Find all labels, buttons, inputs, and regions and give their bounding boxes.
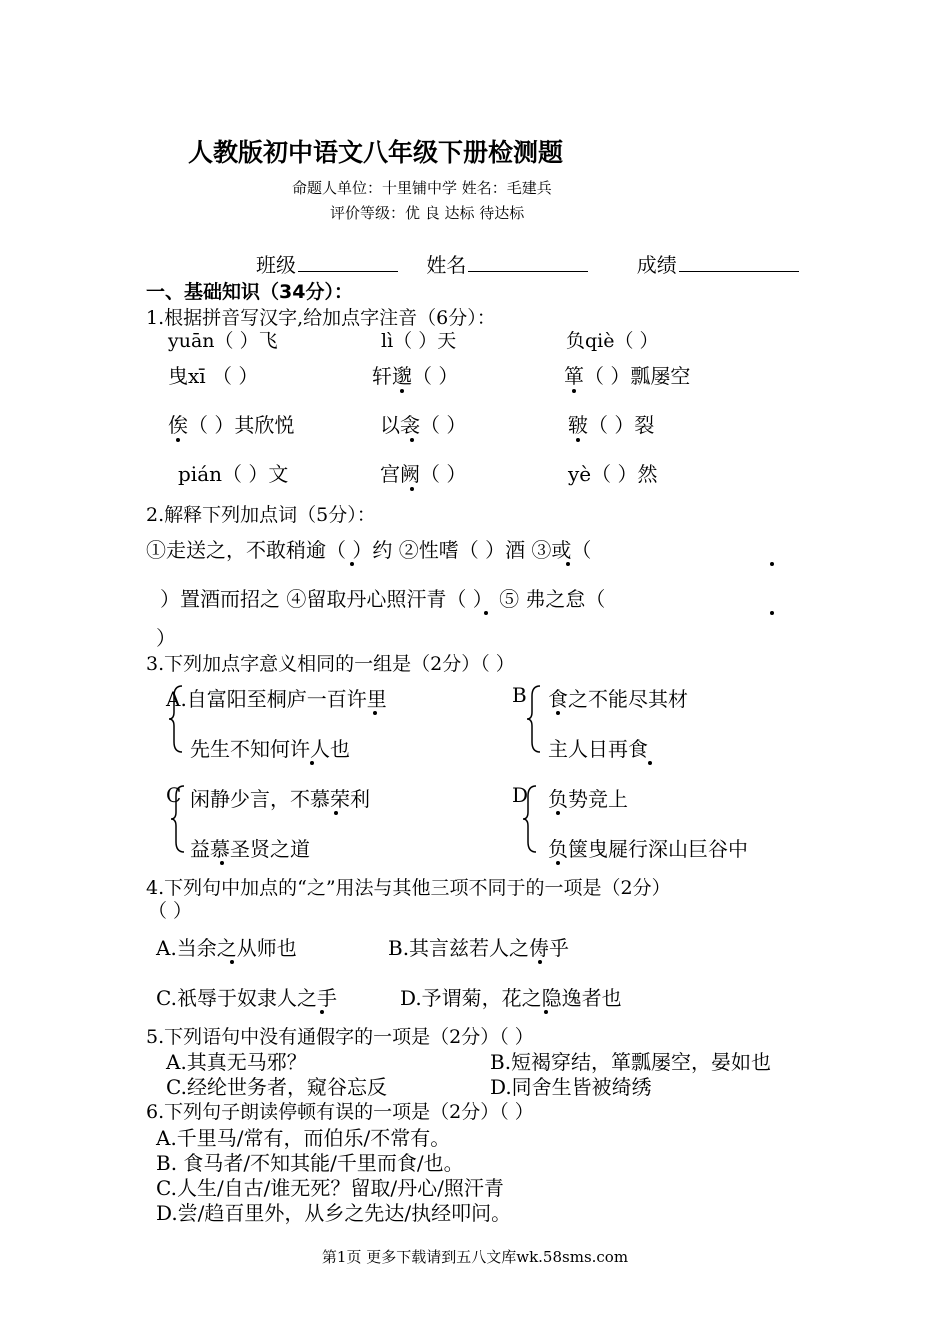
q5-option-c: C.经纶世务者，窥谷忘反	[166, 1075, 387, 1099]
emphasis-dot	[410, 487, 414, 491]
emphasis-dot	[770, 562, 774, 566]
q3-option-c-label: C	[166, 783, 182, 807]
emphasis-dot	[556, 811, 560, 815]
emphasis-dot	[334, 811, 338, 815]
q4-stem: 4.下列句中加点的“之”用法与其他三项不同于的一项是（2分）	[146, 877, 671, 899]
score-label: 成绩	[636, 253, 677, 277]
q1-item: 皲（ ）裂	[568, 413, 655, 437]
q3-option-d: 负势竞上	[548, 787, 628, 811]
q4-option-c: C.祇辱于奴隶人之手	[156, 986, 337, 1010]
q1-item: yuān（ ）飞	[168, 330, 278, 352]
q6-option-c: C.人生/自古/谁无死？留取/丹心/照汗青	[156, 1176, 504, 1200]
emphasis-dot	[566, 562, 570, 566]
class-blank[interactable]	[298, 251, 398, 272]
q6-option-a: A.千里马/常有，而伯乐/不常有。	[156, 1126, 451, 1150]
emphasis-dot	[320, 1010, 324, 1014]
name-label: 姓名	[426, 253, 467, 277]
q3-option-d: 负箧曳屣行深山巨谷中	[548, 837, 748, 861]
emphasis-dot	[400, 389, 404, 393]
q3-option-a: A.自富阳至桐庐一百许里	[166, 687, 387, 711]
score-blank[interactable]	[679, 251, 799, 272]
q6-option-b: B. 食马者/不知其能/千里而食/也。	[156, 1151, 464, 1175]
emphasis-dot	[350, 562, 354, 566]
emphasis-dot	[373, 711, 377, 715]
q4-option-b: B.其言兹若人之俦乎	[388, 936, 570, 960]
q1-item: 轩邈（ ）	[372, 364, 459, 388]
q6-stem: 6.下列句子朗读停顿有误的一项是（2分）（ ）	[146, 1101, 534, 1123]
emphasis-dot	[410, 438, 414, 442]
page-title: 人教版初中语文八年级下册检测题	[188, 138, 564, 167]
q3-option-d-label: D	[512, 783, 529, 807]
emphasis-dot	[176, 438, 180, 442]
q1-item: 以衾（ ）	[380, 413, 467, 437]
q3-option-b: 食之不能尽其材	[548, 687, 688, 711]
q4-answer-blank[interactable]: （ ）	[148, 900, 193, 922]
q1-stem: 1.根据拼音写汉字,给加点字注音（6分）：	[146, 307, 496, 329]
brace-icon	[170, 784, 188, 854]
emphasis-dot	[544, 1010, 548, 1014]
emphasis-dot	[556, 861, 560, 865]
q1-item: 俟（ ）其欣悦	[168, 413, 295, 437]
q3-option-b: 主人日再食	[548, 737, 648, 761]
q4-option-a: A.当余之从师也	[156, 936, 297, 960]
q3-option-c: 益慕圣贤之道	[190, 837, 310, 861]
q1-item: pián（ ）文	[178, 462, 289, 486]
q2-line: ）置酒而招之 ④留取丹心照汗青（ ） ⑤ 弗之怠（	[160, 587, 606, 611]
q1-item: yè（ ）然	[568, 462, 658, 486]
emphasis-dot	[484, 611, 488, 615]
brace-icon	[522, 784, 540, 854]
emphasis-dot	[556, 711, 560, 715]
q2-stem: 2.解释下列加点词（5分）：	[146, 504, 376, 526]
q2-line: ①走送之，不敢稍逾（ ）约 ②性嗜（ ）酒 ③或（	[146, 538, 592, 562]
q3-option-a: 先生不知何许人也	[190, 737, 350, 761]
q1-item: 负qiè（ ）	[566, 330, 659, 352]
q4-option-d: D.予谓菊，花之隐逸者也	[400, 986, 622, 1010]
q6-option-d: D.尝/趋百里外，从乡之先达/执经叩问。	[156, 1201, 512, 1225]
emphasis-dot	[538, 960, 542, 964]
page-footer: 第1页 更多下载请到五八文库wk.58sms.com	[321, 1248, 629, 1266]
emphasis-dot	[576, 438, 580, 442]
emphasis-dot	[572, 389, 576, 393]
q1-item: 曳xī （ ）	[168, 364, 259, 388]
emphasis-dot	[310, 761, 314, 765]
q1-item: lì（ ）天	[381, 330, 457, 352]
brace-icon	[526, 684, 544, 754]
q3-stem: 3.下列加点字意义相同的一组是（2分）（ ）	[146, 653, 515, 675]
q1-item: 宫阙（ ）	[380, 462, 467, 486]
q3-option-c: 闲静少言，不慕荣利	[190, 787, 370, 811]
q2-line: ）	[156, 626, 176, 650]
emphasis-dot	[648, 761, 652, 765]
q5-stem: 5.下列语句中没有通假字的一项是（2分）（ ）	[146, 1026, 534, 1048]
q5-option-a: A.其真无马邪？	[166, 1050, 307, 1074]
emphasis-dot	[770, 611, 774, 615]
grade-line: 评价等级：优 良 达标 待达标	[330, 204, 525, 222]
class-label: 班级	[256, 253, 296, 277]
info-row	[256, 249, 799, 278]
emphasis-dot	[220, 861, 224, 865]
section-heading: 一、基础知识（34分）：	[146, 281, 353, 303]
name-blank[interactable]	[468, 251, 588, 272]
author-line: 命题人单位：十里铺中学 姓名：毛建兵	[292, 179, 552, 197]
q1-item: 箪（ ）瓢屡空	[564, 364, 691, 388]
q5-option-b: B.短褐穿结，箪瓢屡空，晏如也	[490, 1050, 772, 1074]
emphasis-dot	[230, 960, 234, 964]
q3-option-b-label: B	[512, 683, 527, 707]
q5-option-d: D.同舍生皆被绮绣	[490, 1075, 652, 1099]
